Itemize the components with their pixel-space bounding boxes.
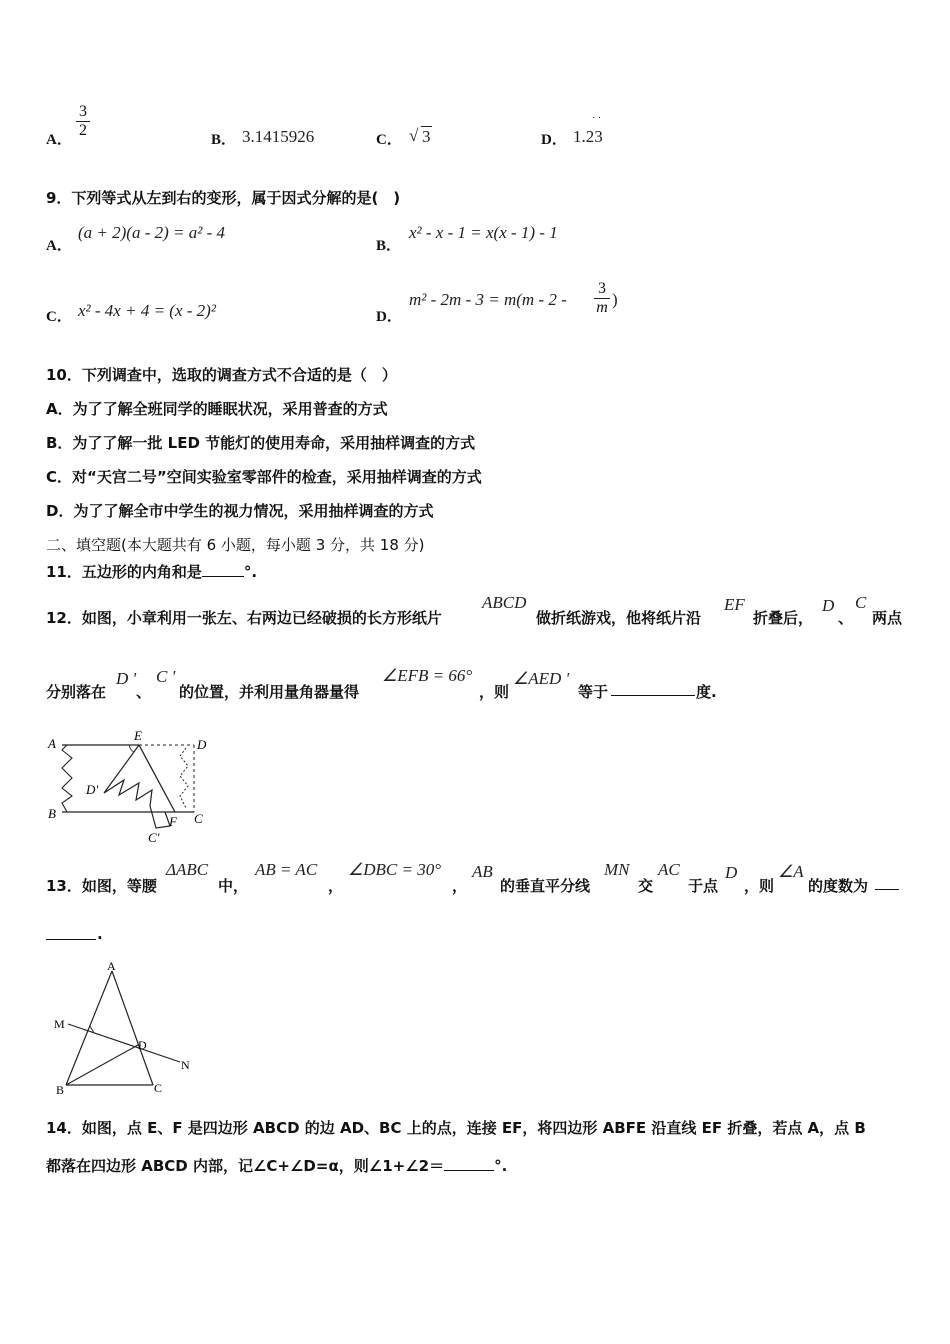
fraction-numerator: 3	[79, 103, 87, 120]
label-c-prime: C'	[148, 830, 160, 845]
q10-option-b: B．为了了解一批 LED 节能灯的使用寿命，采用抽样调查的方式	[46, 434, 476, 452]
q9-option-a-expr: (a + 2)(a - 2) = a² - 4	[78, 223, 226, 242]
fraction-numerator: 3	[598, 280, 606, 297]
q13-text-1: 13．如图，等腰	[46, 877, 157, 895]
q13-math-d: D	[725, 863, 738, 882]
radical-icon: √	[409, 126, 419, 145]
repeating-dots: · ·	[592, 113, 602, 124]
label-d-prime: D'	[86, 782, 99, 797]
q12-text-3: 折叠后，	[753, 609, 814, 627]
label-d: D	[138, 1038, 147, 1052]
question-11	[46, 561, 257, 582]
label-f: F	[169, 814, 177, 829]
q12-text-5: 两点	[872, 609, 903, 627]
line-mn	[68, 1024, 180, 1062]
section-2-title: 二、填空题(本大题共有 6 小题，每小题 3 分，共 18 分)	[46, 536, 425, 554]
angle-arc	[129, 745, 134, 752]
q9-option-b-expr: x² - x - 1 = x(x - 1) - 1	[409, 223, 558, 242]
q8-option-d-label: D．	[541, 132, 567, 148]
q8-option-a-fraction	[76, 103, 90, 140]
left-torn-edge	[62, 745, 72, 812]
answer-blank[interactable]	[202, 562, 244, 577]
q13-text-4: ，	[452, 877, 468, 895]
q12-text-9: ，则	[479, 683, 510, 701]
q9-option-d-fraction	[594, 280, 610, 317]
q13-math-angle-dbc: ∠DBC = 30°	[348, 860, 442, 879]
q12-math-cprime: C '	[156, 667, 176, 686]
q12-folding-figure	[44, 728, 224, 846]
q9-option-d-label: D．	[376, 309, 402, 325]
q10-stem: 10．下列调查中，选取的调查方式不合适的是（ ）	[46, 366, 397, 384]
label-c: C	[154, 1081, 163, 1095]
q13-math-equal-sides: AB = AC	[255, 860, 318, 879]
q9-option-d-expr: m² - 2m - 3 = m(m - 2 -	[409, 290, 567, 309]
q9-option-a-label: A．	[46, 238, 72, 254]
side-ab	[66, 971, 112, 1085]
q12-text-4: 、	[838, 609, 854, 627]
q12-math-abcd: ABCD	[482, 593, 527, 612]
label-b: B	[48, 806, 56, 821]
q13-math-ac: AC	[658, 860, 680, 879]
label-e: E	[134, 728, 142, 743]
q13-math-angle-a: ∠A	[778, 862, 804, 881]
q11-unit: °.	[243, 563, 258, 581]
q13-text-3: ，	[328, 877, 344, 895]
q12-math-ef: EF	[724, 595, 745, 614]
q12-text-1: 12．如图，小章利用一张左、右两边已经破损的长方形纸片	[46, 609, 442, 627]
answer-blank[interactable]	[875, 875, 899, 890]
q12-text-7: 、	[136, 683, 152, 701]
q12-text-2: 做折纸游戏，他将纸片沿	[536, 609, 702, 627]
q14-unit: °.	[494, 1157, 508, 1175]
q13-text-2: 中，	[218, 877, 249, 895]
fraction-denominator: 2	[76, 121, 90, 140]
q13-text-8: ，则	[744, 877, 775, 895]
label-n: N	[181, 1058, 190, 1072]
q13-text-9: 的度数为	[808, 877, 869, 895]
q12-math-c: C	[855, 593, 867, 612]
right-torn-edge-dashed	[180, 748, 188, 808]
label-a: A	[48, 736, 56, 751]
q9-option-b-label: B．	[376, 238, 402, 254]
q8-option-c-label: C．	[376, 132, 402, 148]
segment-bd	[66, 1045, 138, 1085]
answer-blank[interactable]	[444, 1156, 494, 1171]
q12-math-angle-efb: ∠EFB = 66°	[382, 666, 473, 685]
answer-blank[interactable]	[611, 681, 695, 696]
q10-option-a: A．为了了解全班同学的睡眠状况，采用普查的方式	[46, 400, 388, 418]
answer-blank-continued[interactable]	[46, 925, 96, 940]
fold-line-ef	[139, 745, 175, 812]
right-angle-mark	[90, 1026, 101, 1035]
q13-math-triangle: ΔABC	[166, 860, 209, 879]
q13-text-7: 于点	[688, 877, 719, 895]
q13-triangle-figure	[50, 958, 200, 1098]
q10-option-d: D．为了了解全市中学生的视力情况，采用抽样调查的方式	[46, 502, 434, 520]
q8-option-d-value: 1.23	[573, 127, 603, 146]
label-a: A	[107, 959, 116, 973]
q14-line-1: 14．如图，点 E、F 是四边形 ABCD 的边 AD、BC 上的点，连接 EF，将四边形 ABFE 沿直线 EF 折叠，若点 A，点 B	[46, 1119, 866, 1137]
q14-text: 都落在四边形 ABCD 内部，记∠C+∠D=α，则∠1+∠2＝	[46, 1157, 445, 1175]
q10-option-c: C．对“天宫二号”空间实验室零部件的检查，采用抽样调查的方式	[46, 468, 482, 486]
q9-option-c-label: C．	[46, 309, 72, 325]
q13-text-10: .	[97, 925, 103, 943]
q13-text-6: 交	[638, 877, 654, 895]
label-c: C	[194, 811, 203, 826]
folded-torn-edge	[104, 745, 170, 828]
label-b: B	[56, 1083, 65, 1097]
q13-math-ab: AB	[472, 862, 493, 881]
q13-math-mn: MN	[604, 860, 630, 879]
q11-text: 11．五边形的内角和是	[46, 563, 202, 581]
q13-text-5: 的垂直平分线	[500, 877, 591, 895]
q12-text-11: 度.	[696, 683, 717, 701]
q9-option-d-close: )	[612, 290, 618, 309]
q8-option-b-value: 3.1415926	[242, 127, 315, 146]
label-d: D	[197, 737, 207, 752]
q12-math-angle-aed: ∠AED '	[513, 669, 570, 688]
q8-option-c-radicand: 3	[422, 127, 431, 146]
q12-math-d: D	[822, 596, 835, 615]
q12-math-dprime: D '	[116, 669, 137, 688]
q14-line-2	[46, 1155, 507, 1176]
q9-stem: 9．下列等式从左到右的变形，属于因式分解的是( )	[46, 189, 401, 207]
label-m: M	[54, 1017, 65, 1031]
q12-text-10: 等于	[578, 683, 609, 701]
q12-text-6: 分别落在	[46, 683, 107, 701]
side-ac	[112, 971, 153, 1085]
q12-text-8: 的位置，并利用量角器量得	[179, 683, 360, 701]
q8-option-b-label: B．	[211, 132, 237, 148]
q8-option-a-label: A．	[46, 132, 72, 148]
q9-option-c-expr: x² - 4x + 4 = (x - 2)²	[78, 301, 216, 320]
fraction-denominator: m	[594, 298, 610, 317]
